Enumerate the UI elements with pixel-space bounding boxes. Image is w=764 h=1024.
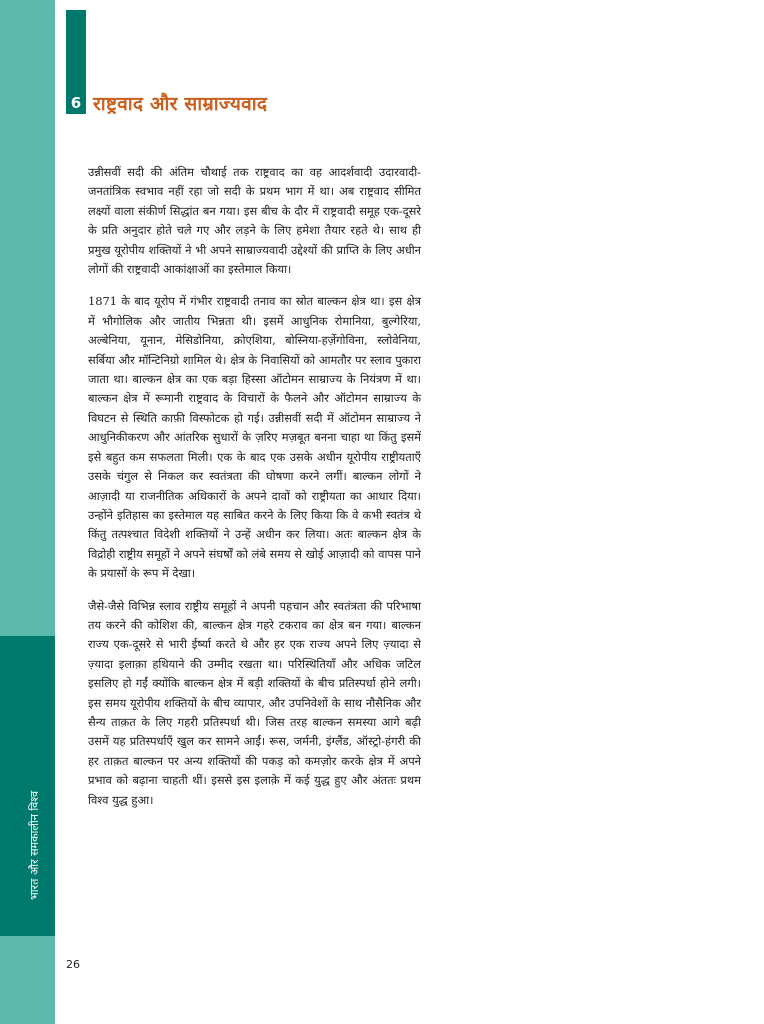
chapter-number: 6 [66, 92, 86, 114]
page-number: 26 [66, 958, 80, 971]
book-title-side-label: भारत और समकालीन विश्व [28, 790, 41, 900]
chapter-title: राष्ट्रवाद और साम्राज्यवाद [93, 93, 268, 115]
chapter-marker-bar [66, 10, 86, 94]
paragraph: 1871 के बाद यूरोप में गंभीर राष्ट्रवादी तनाव का स्रोत बाल्कन क्षेत्र था। इस क्षेत्र में भौगोलिक और जातीय भिन्नता थी। इसमें आधुनिक रोमानिया, बुल्गेरिया, अल्बेनिया, यूनान, मेसिडोनिया, क्रोएशिया, बोस्निया-हर्ज़ेगोविना, स्लोवेनिया, सर्बिया और मॉन्टिनिग्रो शामिल थे। क्षेत्र के निवासियों को आमतौर पर स्लाव पुकारा जाता था। बाल्कन क्षेत्र का एक बड़ा हिस्सा ऑटोमन साम्राज्य के नियंत्रण में था। बाल्कन क्षेत्र में रूमानी राष्ट्रवाद के विचारों के फैलने और ऑटोमन साम्राज्य के विघटन से स्थिति काफ़ी विस्फोटक हो गई। उन्नीसवीं सदी में ऑटोमन साम्राज्य ने आधुनिकीकरण और आंतरिक सुधारों के ज़रिए मज़बूत बनना चाहा था किंतु इसमें इसे बहुत कम सफलता मिली। एक के बाद एक उसके अधीन यूरोपीय राष्ट्रीयताएँ उसके चंगुल से निकल कर स्वतंत्रता की घोषणा करने लगीं। बाल्कन लोगों ने आज़ादी या राजनीतिक अधिकारों के अपने दावों को राष्ट्रीयता का आधार दिया। उन्होंने इतिहास का इस्तेमाल यह साबित करने के लिए किया कि वे कभी स्वतंत्र थे किंतु तत्पश्चात विदेशी शक्तियों ने उन्हें अधीन कर लिया। अतः बाल्कन क्षेत्र के विद्रोही राष्ट्रीय समूहों ने अपने संघर्षों को लंबे समय से खोई आज़ादी को वापस पाने के प्रयासों के रूप में देखा। [88, 294, 421, 581]
paragraph: उन्नीसवीं सदी की अंतिम चौथाई तक राष्ट्रवाद का वह आदर्शवादी उदारवादी-जनतांत्रिक स्वभाव नहीं रहा जो सदी के प्रथम भाग में था। अब राष्ट्रवाद सीमित लक्ष्यों वाला संकीर्ण सिद्धांत बन गया। इस बीच के दौर में राष्ट्रवादी समूह एक-दूसरे के प्रति अनुदार होते चले गए और लड़ने के लिए हमेशा तैयार रहते थे। साथ ही प्रमुख यूरोपीय शक्तियों ने भी अपने साम्राज्यवादी उद्देश्यों की प्राप्ति के लिए अधीन लोगों की राष्ट्रवादी आकांक्षाओं का इस्तेमाल किया। [88, 165, 421, 277]
body-text [88, 163, 421, 823]
paragraph: जैसे-जैसे विभिन्न स्लाव राष्ट्रीय समूहों ने अपनी पहचान और स्वतंत्रता की परिभाषा तय करने की कोशिश की, बाल्कन क्षेत्र गहरे टकराव का क्षेत्र बन गया। बाल्कन राज्य एक-दूसरे से भारी ईर्ष्या करते थे और हर एक राज्य अपने लिए ज़्यादा से ज़्यादा इलाक़ा हथियाने की उम्मीद रखता था। परिस्थितियाँ और अधिक जटिल इसलिए हो गईं क्योंकि बाल्कन क्षेत्र में बड़ी शक्तियों के बीच प्रतिस्पर्धा होने लगी। इस समय यूरोपीय शक्तियों के बीच व्यापार, और उपनिवेशों के साथ नौसैनिक और सैन्य ताक़त के लिए गहरी प्रतिस्पर्धा थी। जिस तरह बाल्कन समस्या आगे बढ़ी उसमें यह प्रतिस्पर्धाएँ खुल कर सामने आईं। रूस, जर्मनी, इंग्लैंड, ऑस्ट्रो-हंगरी की हर ताक़त बाल्कन पर अन्य शक्तियों की पकड़ को कमज़ोर करके क्षेत्र में अपने प्रभाव को बढ़ाना चाहती थीं। इससे इस इलाक़े में कई युद्ध हुए और अंततः प्रथम विश्व युद्ध हुआ। [88, 598, 421, 807]
